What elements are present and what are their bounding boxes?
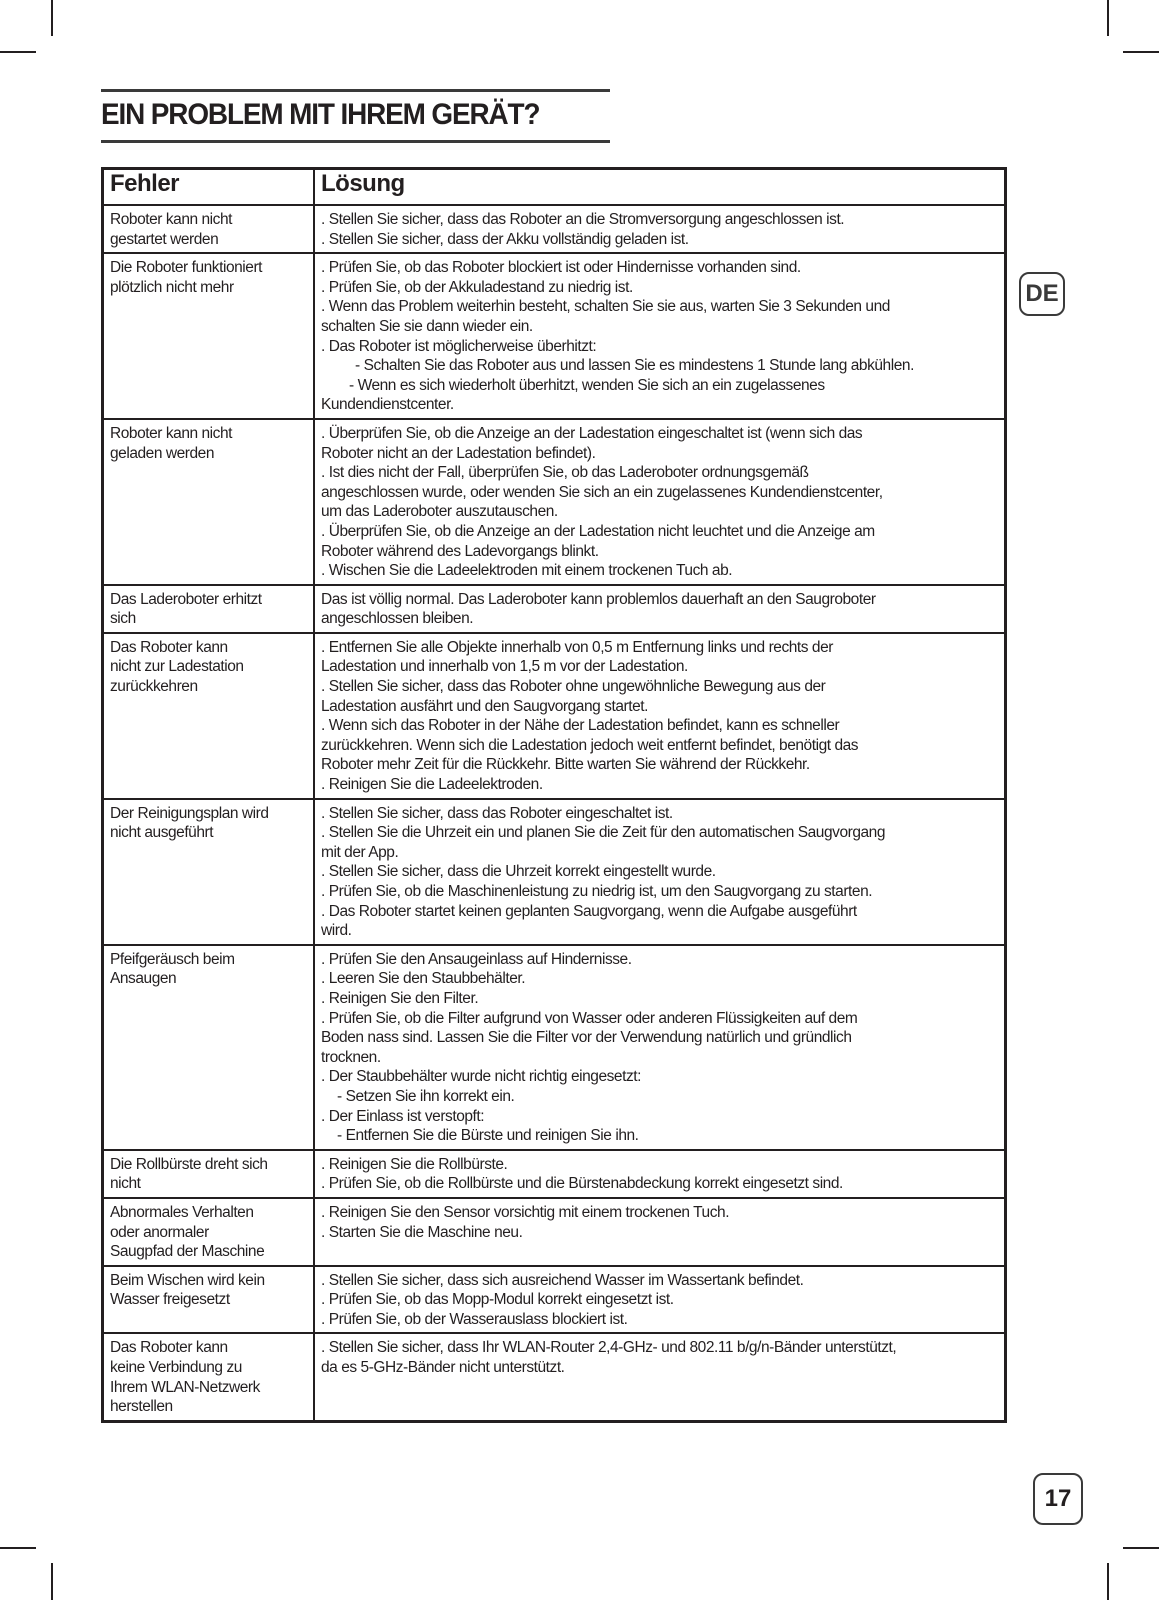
loesung-line: . Ist dies nicht der Fall, überprüfen Sie, ob das Laderoboter ordnungsgemäß (321, 464, 809, 482)
crop-mark (1123, 51, 1159, 53)
loesung-line: . Prüfen Sie, ob die Rollbürste und die Bürstenabdeckung korrekt eingesetzt sind. (321, 1175, 843, 1193)
loesung-line: - Wenn es sich wiederholt überhitzt, wenden Sie sich an ein zugelassenes (349, 376, 825, 394)
loesung-line: Roboter mehr Zeit für die Rückkehr. Bitte warten Sie während der Rückkehr. (321, 756, 810, 774)
loesung-line: um das Laderoboter auszutauschen. (321, 503, 558, 521)
fehler-cell (103, 1266, 315, 1334)
loesung-line: . Wenn das Problem weiterhin besteht, schalten Sie sie aus, warten Sie 3 Sekunden und (321, 298, 890, 316)
loesung-cell (314, 1198, 1006, 1266)
fehler-line: Ihrem WLAN-Netzwerk (110, 1378, 260, 1396)
loesung-line: . Prüfen Sie, ob der Akkuladestand zu niedrig ist. (321, 278, 633, 296)
loesung-line: . Prüfen Sie, ob das Roboter blockiert ist oder Hindernisse vorhanden sind. (321, 259, 801, 277)
table-row (103, 419, 1006, 585)
loesung-line: . Der Einlass ist verstopft: (321, 1107, 485, 1125)
fehler-line: zurückkehren (110, 678, 198, 696)
fehler-line: nicht ausgeführt (110, 824, 214, 842)
loesung-line: zurückkehren. Wenn sich die Ladestation jedoch weit entfernt befindet, benötigt das (321, 736, 859, 754)
fehler-line: herstellen (110, 1398, 173, 1416)
fehler-line: Pfeifgeräusch beim (110, 950, 235, 968)
fehler-line: plötzlich nicht mehr (110, 278, 234, 296)
loesung-line: . Entfernen Sie alle Objekte innerhalb von 0,5 m Entfernung links und rechts der (321, 638, 833, 656)
fehler-line: Beim Wischen wird kein (110, 1271, 265, 1289)
loesung-line: - Schalten Sie das Roboter aus und lassen Sie es mindestens 1 Stunde lang abkühlen. (355, 357, 914, 375)
page-title: EIN PROBLEM MIT IHREM GERÄT? (101, 98, 540, 131)
crop-mark (0, 51, 36, 53)
loesung-line: . Stellen Sie sicher, dass das Roboter eingeschaltet ist. (321, 804, 673, 822)
loesung-line: mit der App. (321, 843, 399, 861)
loesung-line: wird. (321, 922, 352, 940)
loesung-line: da es 5-GHz-Bänder nicht unterstützt. (321, 1359, 565, 1377)
table-row (103, 1198, 1006, 1266)
loesung-cell (314, 419, 1006, 585)
table-row (103, 1150, 1006, 1198)
loesung-cell (314, 585, 1006, 633)
fehler-line: gestartet werden (110, 230, 219, 248)
loesung-line: . Prüfen Sie, ob die Maschinenleistung zu niedrig ist, um den Saugvorgang zu starten. (321, 883, 873, 900)
fehler-line: Die Roboter funktioniert (110, 259, 263, 277)
fehler-line: Das Roboter kann (110, 638, 228, 656)
header-loesung: Lösung (314, 169, 1006, 206)
loesung-line: . Überprüfen Sie, ob die Anzeige an der Ladestation nicht leuchtet und die Anzeige am (321, 522, 875, 540)
fehler-line: Abnormales Verhalten (110, 1203, 254, 1221)
loesung-line: . Stellen Sie sicher, dass sich ausreichend Wasser im Wassertank befindet. (321, 1271, 804, 1289)
fehler-line: Wasser freigesetzt (110, 1291, 230, 1309)
loesung-cell (314, 633, 1006, 799)
crop-mark (1107, 1563, 1109, 1600)
loesung-line: . Stellen Sie die Uhrzeit ein und planen Sie die Zeit für den automatischen Saugvorgang (321, 824, 886, 842)
loesung-line: Roboter nicht an der Ladestation befindet). (321, 444, 596, 462)
loesung-line: . Prüfen Sie, ob der Wasserauslass blockiert ist. (321, 1310, 628, 1328)
fehler-cell (103, 1150, 315, 1198)
fehler-line: Roboter kann nicht (110, 424, 233, 442)
loesung-cell (314, 253, 1006, 419)
crop-mark (1107, 0, 1109, 36)
loesung-cell (314, 945, 1006, 1150)
fehler-line: Das Laderoboter erhitzt (110, 590, 262, 608)
table-row (103, 585, 1006, 633)
loesung-cell (314, 205, 1006, 253)
fehler-cell (103, 1333, 315, 1421)
language-badge: DE (1019, 272, 1065, 316)
table-row (103, 945, 1006, 1150)
loesung-line: Kundendienstcenter. (321, 396, 454, 414)
loesung-line: Das ist völlig normal. Das Laderoboter kann problemlos dauerhaft an den Saugroboter (321, 590, 876, 608)
loesung-line: . Reinigen Sie den Filter. (321, 989, 479, 1007)
loesung-line: Ladestation und innerhalb von 1,5 m vor der Ladestation. (321, 658, 688, 676)
loesung-line: schalten Sie sie dann wieder ein. (321, 317, 533, 335)
loesung-cell (314, 1150, 1006, 1198)
loesung-line: . Stellen Sie sicher, dass der Akku vollständig geladen ist. (321, 230, 689, 248)
fehler-line: keine Verbindung zu (110, 1359, 242, 1377)
fehler-cell (103, 585, 315, 633)
fehler-line: Die Rollbürste dreht sich (110, 1155, 268, 1173)
loesung-cell (314, 799, 1006, 945)
loesung-line: . Stellen Sie sicher, dass das Roboter an die Stromversorgung angeschlossen ist. (321, 211, 845, 228)
crop-mark (51, 1563, 53, 1600)
troubleshooting-table (101, 167, 1007, 1423)
loesung-line: . Prüfen Sie den Ansaugeinlass auf Hindernisse. (321, 950, 632, 968)
loesung-line: Boden nass sind. Lassen Sie die Filter vor der Verwendung natürlich und gründlich (321, 1029, 852, 1047)
fehler-line: nicht zur Ladestation (110, 658, 244, 676)
loesung-line: . Der Staubbehälter wurde nicht richtig eingesetzt: (321, 1068, 641, 1086)
fehler-cell (103, 799, 315, 945)
loesung-line: . Reinigen Sie die Ladeelektroden. (321, 776, 543, 794)
loesung-cell (314, 1266, 1006, 1334)
loesung-line: . Das Roboter startet keinen geplanten Saugvorgang, wenn die Aufgabe ausgeführt (321, 902, 857, 920)
fehler-cell (103, 633, 315, 799)
fehler-cell (103, 1198, 315, 1266)
crop-mark (1123, 1547, 1159, 1549)
table-row (103, 1333, 1006, 1421)
loesung-line: . Prüfen Sie, ob die Filter aufgrund von Wasser oder anderen Flüssigkeiten auf dem (321, 1009, 858, 1027)
crop-mark (0, 1547, 36, 1549)
fehler-line: Das Roboter kann (110, 1339, 228, 1357)
fehler-line: oder anormaler (110, 1223, 209, 1241)
fehler-line: Roboter kann nicht (110, 211, 233, 228)
fehler-cell (103, 945, 315, 1150)
fehler-line: Ansaugen (110, 970, 177, 988)
fehler-line: geladen werden (110, 444, 215, 462)
loesung-line: . Überprüfen Sie, ob die Anzeige an der Ladestation eingeschaltet ist (wenn sich das (321, 424, 863, 442)
loesung-cell (314, 1333, 1006, 1421)
loesung-line: - Entfernen Sie die Bürste und reinigen Sie ihn. (337, 1127, 639, 1145)
loesung-line: . Stellen Sie sicher, dass Ihr WLAN-Router 2,4-GHz- und 802.11 b/g/n-Bänder unterstützt, (321, 1339, 897, 1357)
title-rule (101, 89, 610, 143)
fehler-cell (103, 419, 315, 585)
loesung-line: . Wischen Sie die Ladeelektroden mit einem trockenen Tuch ab. (321, 562, 733, 580)
header-fehler: Fehler (103, 169, 315, 206)
table-row (103, 633, 1006, 799)
fehler-line: sich (110, 610, 136, 628)
loesung-line: . Reinigen Sie die Rollbürste. (321, 1155, 508, 1173)
loesung-line: Roboter während des Ladevorgangs blinkt. (321, 542, 599, 560)
loesung-line: . Wenn sich das Roboter in der Nähe der Ladestation befindet, kann es schneller (321, 717, 840, 735)
fehler-cell (103, 253, 315, 419)
fehler-cell (103, 205, 315, 253)
table-row (103, 205, 1006, 253)
loesung-line: trocknen. (321, 1048, 381, 1066)
table-row (103, 253, 1006, 419)
table-row (103, 799, 1006, 945)
fehler-line: nicht (110, 1175, 141, 1193)
loesung-line: . Reinigen Sie den Sensor vorsichtig mit einem trockenen Tuch. (321, 1203, 730, 1221)
table-row (103, 1266, 1006, 1334)
loesung-line: . Stellen Sie sicher, dass das Roboter ohne ungewöhnliche Bewegung aus der (321, 678, 826, 696)
loesung-line: . Das Roboter ist möglicherweise überhitzt: (321, 337, 597, 355)
loesung-line: . Stellen Sie sicher, dass die Uhrzeit korrekt eingestellt wurde. (321, 863, 716, 881)
fehler-line: Saugpfad der Maschine (110, 1243, 265, 1261)
loesung-line: angeschlossen bleiben. (321, 610, 474, 628)
fehler-line: Der Reinigungsplan wird (110, 804, 269, 822)
loesung-line: . Leeren Sie den Staubbehälter. (321, 970, 526, 988)
loesung-line: . Starten Sie die Maschine neu. (321, 1223, 523, 1241)
page-number: 17 (1033, 1473, 1083, 1525)
loesung-line: Ladestation ausfährt und den Saugvorgang startet. (321, 697, 648, 715)
crop-mark (51, 0, 53, 36)
loesung-line: . Prüfen Sie, ob das Mopp-Modul korrekt eingesetzt ist. (321, 1291, 674, 1309)
loesung-line: angeschlossen wurde, oder wenden Sie sich an ein zugelassenes Kundendienstcenter, (321, 483, 883, 501)
loesung-line: - Setzen Sie ihn korrekt ein. (337, 1087, 515, 1105)
